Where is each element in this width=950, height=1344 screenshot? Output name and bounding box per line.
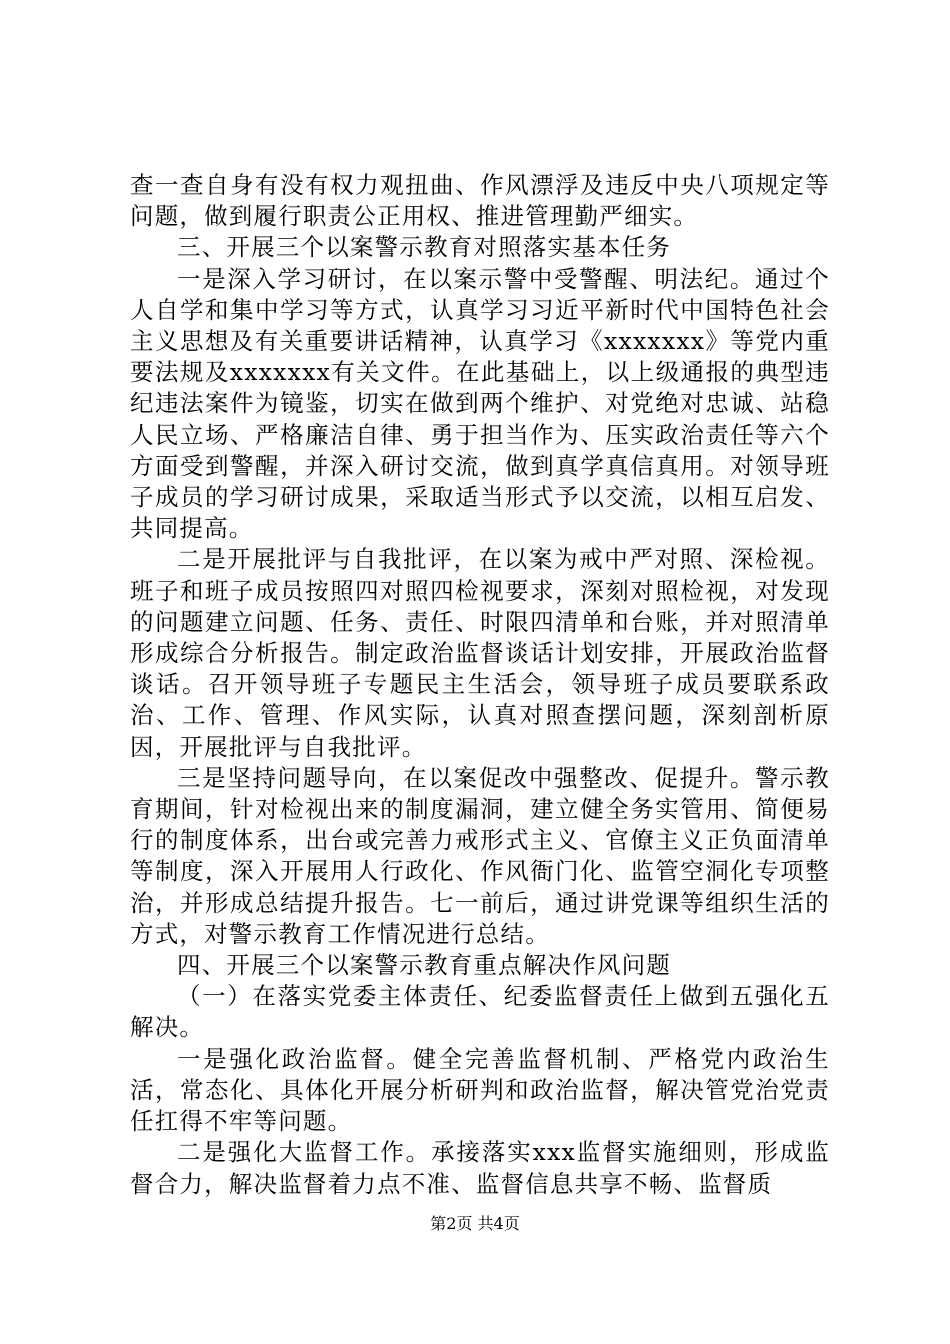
body-paragraph: 三、开展三个以案警示教育对照落实基本任务: [177, 233, 671, 262]
page-number-footer: 第2页 共4页: [430, 1214, 520, 1233]
body-paragraph: 四、开展三个以案警示教育重点解决作风问题: [177, 951, 671, 980]
body-paragraph: 一是深入学习研讨，在以案示警中受警醒、明法纪。通过个人自学和集中学习等方式，认真学习习近平新时代中国特色社会主义思想及有关重要讲话精神，认真学习《xxxxxxx》等党内重要法规及xxxxxxx有关文件。在此基础上，以上级通报的典型违纪违法案件为镜鉴，切实在做到两个维护、对党绝对忠诚、站稳人民立场、严格廉洁自律、勇于担当作为、压实政治责任等六个方面受到警醒，并深入研讨交流，做到真学真信真用。对领导班子成员的学习研讨成果，采取适当形式予以交流，以相互启发、共同提高。: [130, 264, 830, 543]
body-paragraph: 三是坚持问题导向，在以案促改中强整改、促提升。警示教育期间，针对检视出来的制度漏洞，建立健全务实管用、简便易行的制度体系，出台或完善力戒形式主义、官僚主义正负面清单等制度，深入开展用人行政化、作风衙门化、监管空洞化专项整治，并形成总结提升报告。七一前后，通过讲党课等组织生活的方式，对警示教育工作情况进行总结。: [130, 763, 830, 948]
body-paragraph: 查一查自身有没有权力观扭曲、作风漂浮及违反中央八项规定等问题，做到履行职责公正用权、推进管理勤严细实。: [130, 171, 830, 231]
body-paragraph: 一是强化政治监督。健全完善监督机制、严格党内政治生活，常态化、具体化开展分析研判和政治监督，解决管党治党责任扛得不牢等问题。: [130, 1044, 830, 1136]
body-paragraph: 二是强化大监督工作。承接落实xxx监督实施细则，形成监督合力，解决监督着力点不准、监督信息共享不畅、监督质: [130, 1138, 830, 1198]
body-paragraph: （一）在落实党委主体责任、纪委监督责任上做到五强化五解决。: [130, 982, 830, 1042]
body-paragraph: 二是开展批评与自我批评，在以案为戒中严对照、深检视。班子和班子成员按照四对照四检视要求，深刻对照检视，对发现的问题建立问题、任务、责任、时限四清单和台账，并对照清单形成综合分析报告。制定政治监督谈话计划安排，开展政治监督谈话。召开领导班子专题民主生活会，领导班子成员要联系政治、工作、管理、作风实际，认真对照查摆问题，深刻剖析原因，开展批评与自我批评。: [130, 545, 830, 761]
document-body: [130, 170, 830, 1200]
